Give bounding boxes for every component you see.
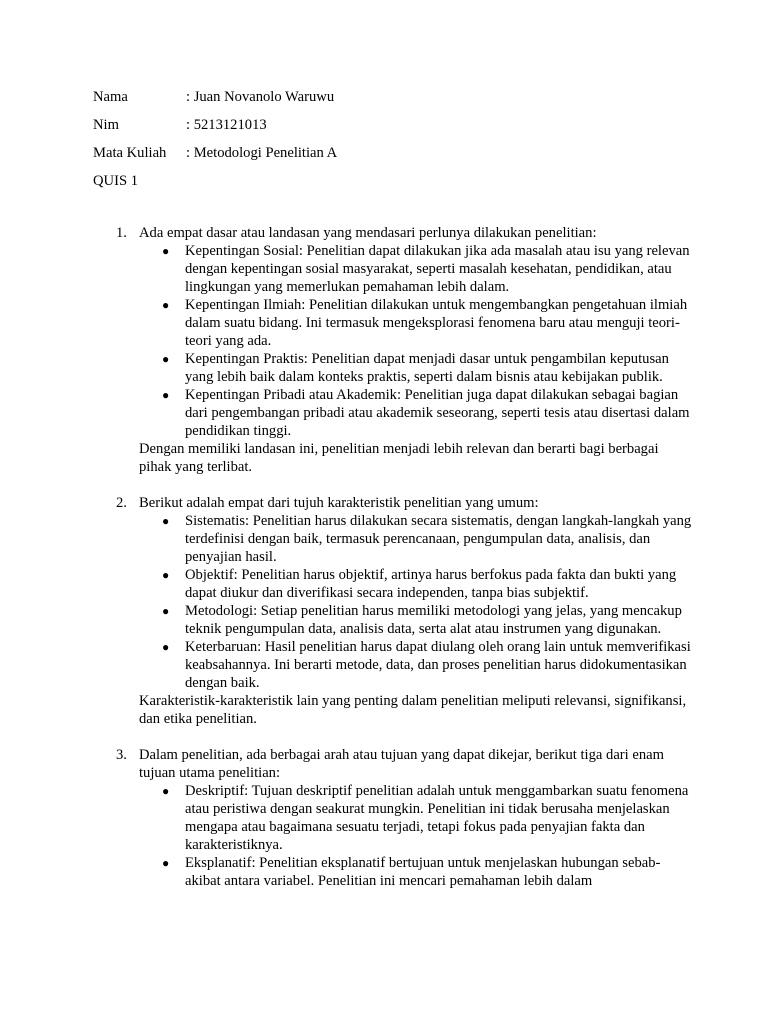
bullet-icon: ● <box>162 244 170 258</box>
bullet-icon: ● <box>162 298 170 312</box>
question-number: 1. <box>116 225 127 241</box>
bullet-icon: ● <box>162 784 170 798</box>
quiz-title: QUIS 1 <box>93 173 138 189</box>
question-intro: Dalam penelitian, ada berbagai arah atau tujuan yang dapat dikejar, berikut tiga dari enam tujuan utama penelitian: <box>139 747 664 781</box>
bullet-text: Kepentingan Ilmiah: Penelitian dilakukan untuk mengembangkan pengetahuan ilmiah dalam suatu bidang. Ini termasuk mengeksplorasi fenomena baru atau menguji teori-teori yang ada. <box>185 297 688 349</box>
bullet-item <box>139 350 693 386</box>
question-intro: Ada empat dasar atau landasan yang mendasari perlunya dilakukan penelitian: <box>139 225 597 241</box>
nama-row <box>93 88 693 106</box>
question-2 <box>93 494 693 728</box>
nama-value: : Juan Novanolo Waruwu <box>186 89 335 105</box>
bullet-item <box>139 386 693 440</box>
bullet-list <box>139 242 693 440</box>
bullet-icon: ● <box>162 514 170 528</box>
bullet-text: Kepentingan Pribadi atau Akademik: Penelitian juga dapat dilakukan sebagai bagian dari pengembangan pribadi atau akademik seseorang, seperti tesis atau disertasi dalam pendidikan tinggi. <box>185 387 690 439</box>
question-list <box>93 224 693 890</box>
bullet-icon: ● <box>162 856 170 870</box>
nim-value: : 5213121013 <box>186 117 267 133</box>
question-intro: Berikut adalah empat dari tujuh karakteristik penelitian yang umum: <box>139 495 539 511</box>
bullet-item <box>139 782 693 854</box>
bullet-item <box>139 854 693 890</box>
bullet-text: Eksplanatif: Penelitian eksplanatif bertujuan untuk menjelaskan hubungan sebab-akibat antara variabel. Penelitian ini mencari pemahaman lebih dalam <box>185 855 661 889</box>
bullet-icon: ● <box>162 352 170 366</box>
mata-kuliah-label: Mata Kuliah <box>93 145 167 161</box>
bullet-icon: ● <box>162 388 170 402</box>
bullet-icon: ● <box>162 640 170 654</box>
bullet-text: Metodologi: Setiap penelitian harus memiliki metodologi yang jelas, yang mencakup teknik pengumpulan data, analisis data, serta alat atau instrumen yang digunakan. <box>185 603 682 637</box>
bullet-item <box>139 638 693 692</box>
bullet-icon: ● <box>162 568 170 582</box>
question-1 <box>93 224 693 476</box>
nama-label: Nama <box>93 89 128 105</box>
bullet-item <box>139 296 693 350</box>
question-closing: Karakteristik-karakteristik lain yang penting dalam penelitian meliputi relevansi, signifikansi, dan etika penelitian. <box>139 693 687 727</box>
bullet-text: Keterbaruan: Hasil penelitian harus dapat diulang oleh orang lain untuk memverifikasi keabsahannya. Ini berarti metode, data, dan proses penelitian harus didokumentasikan dengan baik. <box>185 639 691 691</box>
bullet-list <box>139 512 693 692</box>
bullet-text: Objektif: Penelitian harus objektif, artinya harus berfokus pada fakta dan bukti yang dapat diukur dan diverifikasi secara independen, tanpa bias subjektif. <box>185 567 677 601</box>
bullet-item <box>139 566 693 602</box>
nim-label: Nim <box>93 117 119 133</box>
bullet-item <box>139 242 693 296</box>
mata-kuliah-value: : Metodologi Penelitian A <box>186 145 338 161</box>
bullet-text: Kepentingan Sosial: Penelitian dapat dilakukan jika ada masalah atau isu yang relevan dengan kepentingan sosial masyarakat, seperti masalah kesehatan, pendidikan, atau lingkungan yang memerlukan pemahaman lebih dalam. <box>185 243 690 295</box>
bullet-item <box>139 512 693 566</box>
document-page <box>93 88 693 908</box>
bullet-item <box>139 602 693 638</box>
question-number: 3. <box>116 747 127 763</box>
question-number: 2. <box>116 495 127 511</box>
nim-row <box>93 116 693 134</box>
bullet-icon: ● <box>162 604 170 618</box>
bullet-text: Sistematis: Penelitian harus dilakukan secara sistematis, dengan langkah-langkah yang terdefinisi dengan baik, termasuk perencanaan, pengumpulan data, analisis, dan penyajian hasil. <box>185 513 692 565</box>
question-closing: Dengan memiliki landasan ini, penelitian menjadi lebih relevan dan berarti bagi berbagai pihak yang terlibat. <box>139 441 659 475</box>
bullet-list <box>139 782 693 890</box>
mata-kuliah-row <box>93 144 693 162</box>
bullet-text: Deskriptif: Tujuan deskriptif penelitian adalah untuk menggambarkan suatu fenomena atau peristiwa dengan seakurat mungkin. Penelitian ini tidak berusaha menjelaskan mengapa atau bagaimana sesuatu terjadi, tetapi fokus pada penyajian fakta dan karakteristiknya. <box>185 783 689 853</box>
bullet-text: Kepentingan Praktis: Penelitian dapat menjadi dasar untuk pengambilan keputusan yang lebih baik dalam konteks praktis, seperti dalam bisnis atau kebijakan publik. <box>185 351 669 385</box>
question-3 <box>93 746 693 890</box>
